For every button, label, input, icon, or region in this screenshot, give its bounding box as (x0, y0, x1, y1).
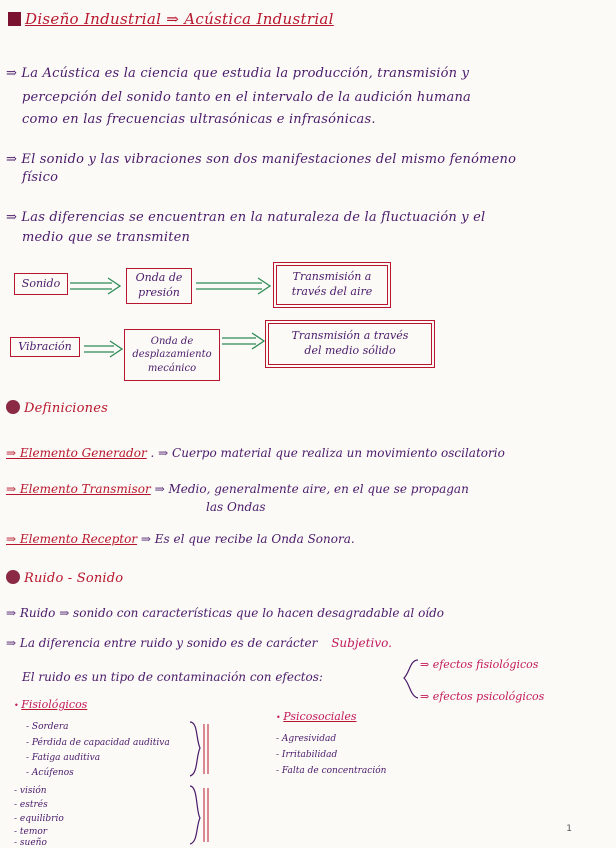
def-generador-term: ⇒ Elemento Generador (6, 446, 147, 460)
def-transmisor (6, 482, 469, 496)
p2-line-2: físico (22, 170, 59, 185)
fisio-item-2: - Pérdida de capacidad auditiva (26, 738, 170, 748)
intro-line-3: como en las frecuencias ultrasónicas e infrasónicas. (22, 112, 376, 127)
box-transmision-aire-line2: través del aire (291, 285, 373, 298)
fisio-item2-3: - equilibrio (14, 814, 64, 824)
ruido-line-2-text: ⇒ La diferencia entre ruido y sonido es de carácter (6, 636, 318, 650)
page-number: 1 (566, 824, 572, 834)
box-onda-desplazamiento (124, 329, 220, 381)
def-receptor-term: ⇒ Elemento Receptor (6, 532, 138, 546)
psico-item-1: - Agresividad (276, 734, 337, 744)
box-vibracion-label: Vibración (18, 339, 72, 353)
fisio-item2-4: - temor (14, 827, 48, 837)
def-transmisor-text: ⇒ Medio, generalmente aire, en el que se propagan (154, 482, 469, 496)
fisio-brace-1 (190, 722, 200, 776)
psico-item-3: - Falta de concentración (276, 766, 387, 776)
ruido-subjetivo: Subjetivo. (331, 636, 392, 650)
box-onda-presion-line1: Onda de (135, 271, 183, 285)
box-onda-desp-line3: mecánico (147, 362, 197, 374)
def-transmisor-term: ⇒ Elemento Transmisor (6, 482, 151, 496)
def-generador-text: . ⇒ Cuerpo material que realiza un movimiento oscilatorio (150, 446, 505, 460)
arrow-onda-aire (196, 278, 270, 294)
box-onda-desp-line1: Onda de (150, 335, 194, 347)
fisio-item2-1: - visión (14, 786, 47, 796)
box-transmision-aire-line1: Transmisión a (292, 270, 372, 284)
box-onda-presion-line2: presión (138, 286, 180, 299)
arrow-onda-solido (222, 333, 264, 349)
fisio-item-3: - Fatiga auditiva (26, 753, 101, 763)
fisio-item2-2: - estrés (14, 800, 48, 810)
fisio-item2-5: - sueño (14, 838, 47, 848)
page-title: Diseño Industrial ⇒ Acústica Industrial (8, 10, 334, 28)
ruido-heading: Ruido - Sonido (6, 570, 123, 586)
def-receptor (6, 532, 355, 546)
box-sonido (14, 273, 68, 295)
ruido-line-3: El ruido es un tipo de contaminación con efectos: (22, 670, 323, 684)
arrow-vibracion-onda (84, 341, 122, 357)
box-transmision-solido (268, 323, 432, 365)
fisio-item-4: - Acúfenos (26, 768, 74, 778)
box-onda-desp-line2: desplazamiento (132, 349, 212, 361)
def-generador (6, 446, 505, 460)
effects-brace (404, 660, 418, 698)
psico-item-2: - Irritabilidad (276, 750, 338, 760)
p3-line-1: ⇒ Las diferencias se encuentran en la naturaleza de la fluctuación y el (6, 210, 486, 225)
effect-fisiologicos: ⇒ efectos fisiológicos (420, 658, 539, 671)
p2-line-1: ⇒ El sonido y las vibraciones son dos manifestaciones del mismo fenómeno (6, 152, 517, 167)
ruido-line-1: ⇒ Ruido ⇒ sonido con características que lo hacen desagradable al oído (6, 606, 445, 620)
p3-line-2: medio que se transmiten (22, 230, 191, 245)
psicosociales-heading: • Psicosociales (276, 710, 357, 723)
definiciones-heading: Definiciones (6, 400, 108, 416)
fisio-item-1: - Sordera (26, 722, 69, 732)
box-sonido-label: Sonido (21, 276, 61, 290)
box-transmision-solido-line1: Transmisión a través (291, 329, 409, 343)
intro-line-2: percepción del sonido tanto en el intervalo de la audición humana (22, 90, 472, 105)
box-transmision-aire (276, 265, 388, 305)
box-onda-presion (126, 268, 192, 304)
box-vibracion (10, 337, 80, 357)
effect-psicologicos: ⇒ efectos psicológicos (420, 690, 545, 703)
ruido-line-2 (6, 636, 392, 650)
fisio-brace-2 (190, 786, 200, 844)
section-bullet-icon (6, 570, 20, 584)
fisiologicos-heading: • Fisiológicos (14, 698, 88, 711)
def-receptor-text: ⇒ Es el que recibe la Onda Sonora. (140, 532, 355, 546)
box-transmision-solido-line2: del medio sólido (304, 344, 396, 357)
section-bullet-icon (6, 400, 20, 414)
def-transmisor-line-2: las Ondas (206, 500, 266, 514)
arrow-sonido-onda (70, 278, 120, 294)
intro-line-1: ⇒ La Acústica es la ciencia que estudia la producción, transmisión y (6, 66, 470, 81)
